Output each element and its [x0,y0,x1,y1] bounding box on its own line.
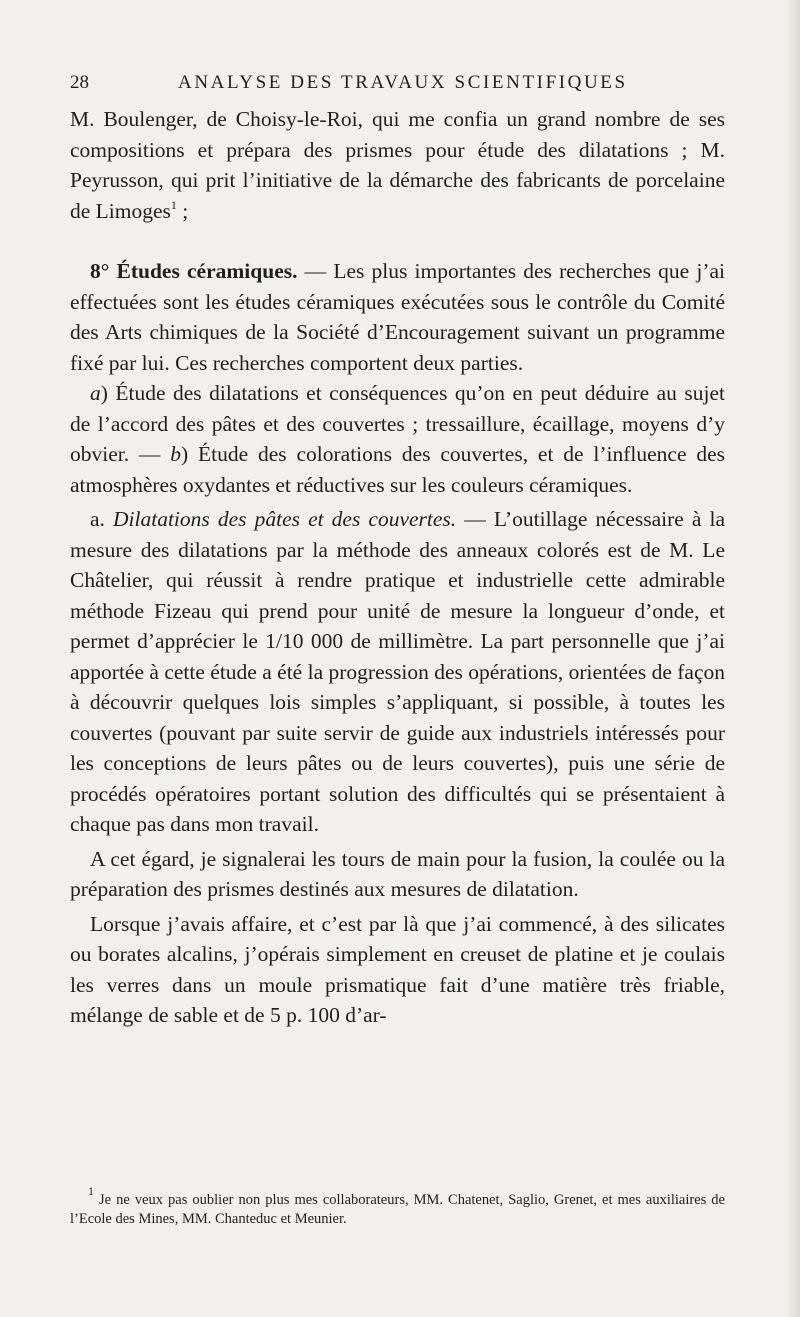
paragraph-techniques [70,844,725,905]
subsection-label: a. [90,507,114,531]
paragraph-silicates [70,909,725,1031]
section-heading: 8° Études céramiques. [90,259,298,283]
item-text-a: ) Étude des dilatations et conséquences qu’on en peut déduire au sujet de l’accord des pâtes et des couvertes ; tressaillure, écaillage, moyens d’y obvier. — [70,381,725,466]
paragraph-text: — Les plus importantes des recherches que j’ai effectuées sont les études céramiques exécutées sous le contrôle du Comité des Arts chimiques de la Société d’Encouragement suivant un programme fixé par lui. Ces recherches comportent deux parties. [70,259,725,375]
paragraph-text: — L’outillage nécessaire à la mesure des dilatations par la méthode des anneaux colorés est de M. Le Châtelier, qui réussit à rendre pratique et industrielle cette admirable méthode Fizeau qui prend pour unité de mesure la longueur d’onde, et permet d’apprécier le 1/10 000 de millimètre. La part personnelle que j’ai apportée à cette étude a été la progression des opérations, orientées de façon à découvrir quelques lois simples s’appliquant, si possible, à toutes les couvertes (pouvant par suite servir de guide aux industriels intéressés pour les conceptions de leurs pâtes ou de leurs couvertes), puis une série de procédés opératoires portant solution des difficultés qui se présentaient à chaque pas dans mon travail. [70,507,726,836]
page-number: 28 [70,72,89,93]
paragraph-ceramic-studies [70,256,725,378]
running-header [70,68,725,98]
footnote-reference: 1 [170,197,177,212]
paragraph-parts [70,378,725,500]
paragraph-text: A cet égard, je signalerai les tours de main pour la fusion, la coulée ou la préparation des prismes destinés aux mesures de dilatation. [70,846,725,901]
item-text-b: ) Étude des colorations des couvertes, et de l’influence des atmosphères oxydantes et réductives sur les couleurs céramiques. [70,442,725,497]
subsection-heading: Dilatations des pâtes et des couvertes. [113,507,457,531]
main-text [70,104,725,1031]
page-edge-shadow [786,0,800,1317]
running-title: ANALYSE DES TRAVAUX SCIENTIFIQUES [178,72,628,93]
paragraph-dilatations [70,504,725,840]
footnote [70,1184,725,1229]
paragraph-text: M. Boulenger, de Choisy-le-Roi, qui me confia un grand nombre de ses compositions et prépara des prismes pour étude des dilatations ; M. Peyrusson, qui prit l’initiative de la démarche des fabricants de porcelaine de Limoges [70,107,725,223]
item-label-b: b [170,442,182,466]
item-label-a: a [90,381,101,405]
footnotes [70,1184,725,1229]
footnote-marker: 1 [88,1184,94,1198]
paragraph-text: Lorsque j’avais affaire, et c’est par là que j’ai commencé, à des silicates ou borates alcalins, j’opérais simplement en creuset de platine et je coulais les verres dans un moule prismatique fait d’une matière très friable, mélange de sable et de 5 p. 100 d’ar- [70,911,725,1027]
paragraph-text-end: ; [176,198,189,223]
footnote-text: Je ne veux pas oublier non plus mes collaborateurs, MM. Chatenet, Saglio, Grenet, et mes auxiliaires de l’Ecole des Mines, MM. Chanteduc et Meunier. [70,1192,725,1227]
paragraph-collaborators [70,104,725,226]
